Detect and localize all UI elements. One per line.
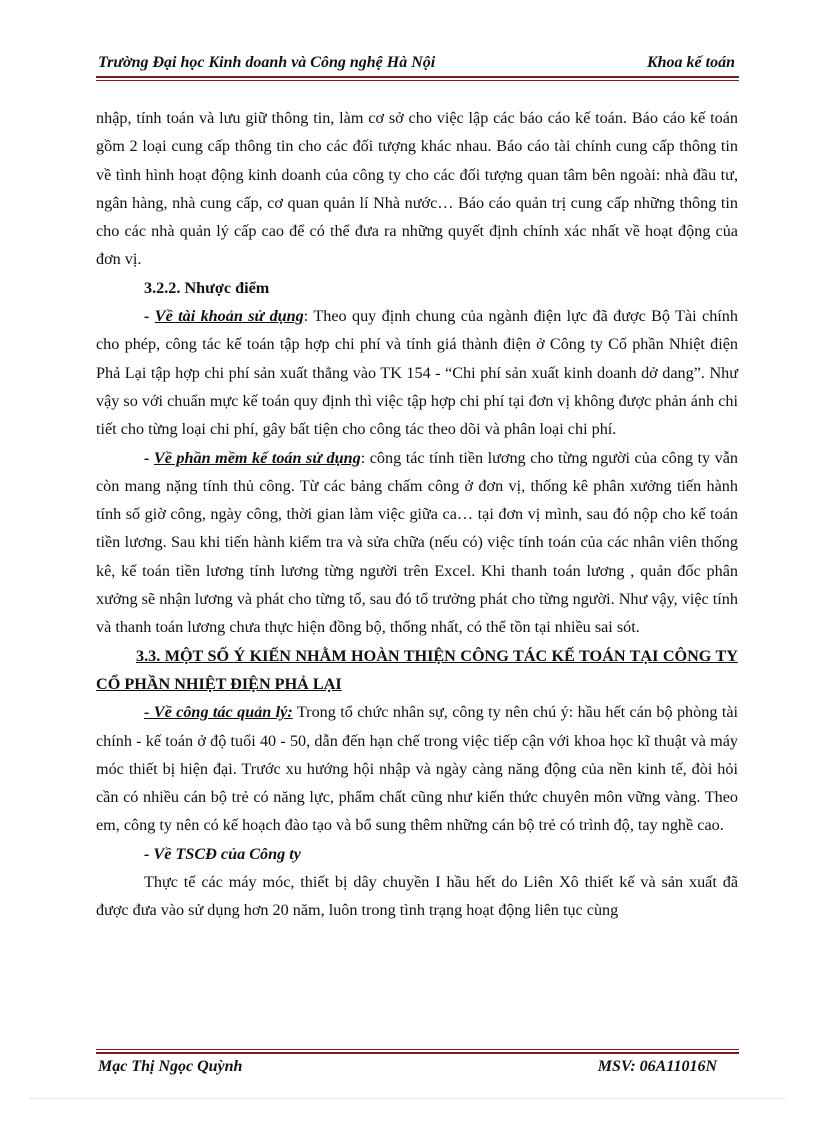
paragraph-accounts — [96, 302, 738, 443]
lead-software: Về phần mềm kế toán sử dụng — [153, 448, 361, 467]
lead-management: - Về công tác quản lý: — [144, 703, 293, 722]
header-rule-thin — [96, 80, 739, 81]
heading-3-2-2: 3.2.2. Nhược điểm — [144, 278, 270, 297]
footer-rule-thin — [96, 1049, 739, 1050]
paragraph-intro: nhập, tính toán và lưu giữ thông tin, làm cơ sở cho việc lập các báo cáo kế toán. Báo cáo kế toán gồm 2 loại cung cấp thông tin cho các đối tượng khác nhau. Báo cáo tài chính cung cấp thông tin về tình hình hoạt động kinh doanh của công ty cho các đối tượng quan tâm bên ngoài: nhà đầu tư, ngân hàng, nhà cung cấp, cơ quan quản lí Nhà nước… Báo cáo quản trị cung cấp những thông tin cho các nhà quản lý cấp cao để có thể đưa ra những quyết định chính xác nhất về hoạt động của đơn vị. — [96, 109, 738, 269]
lead-prefix: - — [144, 307, 155, 326]
paragraph-management — [96, 698, 738, 839]
header-department: Khoa kế toán — [646, 54, 735, 71]
lead-accounts: Về tài khoản sử dụng — [154, 307, 304, 326]
page-footer — [96, 1058, 739, 1080]
header-university: Trường Đại học Kinh doanh và Công nghệ Hà Nội — [98, 54, 436, 71]
text-management: Trong tổ chức nhân sự, công ty nên chú ý: hầu hết cán bộ phòng tài chính - kế toán ở độ tuổi 40 - 50, dẫn đến hạn chế trong việc tiếp cận với khoa học kĩ thuật và máy móc thiết bị hiện đại. Trước xu hướng hội nhập và ngày càng năng động của nền kinh tế, đòi hỏi cần có nhiều cán bộ trẻ có năng lực, phẩm chất cũng như kiến thức chuyên môn vững vàng. Theo em, công ty nên có kế hoạch đào tạo và bổ sung thêm những cán bộ trẻ có trình độ, tay nghề cao. — [96, 703, 739, 835]
header-rule-thick — [96, 76, 739, 78]
heading-tscd: - Về TSCĐ của Công ty — [144, 844, 301, 863]
heading-3-3: 3.3. MỘT SỐ Ý KIẾN NHẰM HOÀN THIỆN CÔNG TÁC KẾ TOÁN TẠI CÔNG TY CỔ PHẦN NHIỆT ĐIỆN PHẢ LẠI — [96, 646, 738, 693]
footer-student-id: MSV: 06A11016N — [597, 1058, 717, 1075]
document-body — [96, 104, 738, 925]
text-accounts: : Theo quy định chung của ngành điện lực đã được Bộ Tài chính cho phép, công tác kế toán tập hợp chi phí và tính giá thành điện ở Công ty Cổ phần Nhiệt điện Phả Lại tập hợp chi phí sản xuất thẳng vào TK 154 - “Chi phí sản xuất kinh doanh dở dang”. Như vậy so với chuẩn mực kế toán quy định thì việc tập hợp chi phí tại đơn vị không được phản ánh chi tiết cho từng loại chi phí, gây bất tiện cho công tác theo dõi và phân loại chi phí. — [96, 307, 738, 439]
lead-prefix: - — [144, 448, 154, 467]
footer-rule-thick — [96, 1052, 739, 1054]
page-header — [96, 54, 739, 76]
text-software: : công tác tính tiền lương cho từng người của công ty vẫn còn mang nặng tính thủ công. Từ các bảng chấm công ở đơn vị, thống kê phân xưởng tiến hành tính số giờ công, ngày công, thời gian làm việc giữa ca… tại đơn vị mình, sau đó nộp cho kế toán tiền lương. Sau khi tiến hành kiểm tra và sửa chữa (nếu có) việc tính toán của các nhân viên thống kê, kế toán tiền lương tính lương từng người trên Excel. Khi thanh toán lương , quản đốc phân xưởng sẽ nhận lương và phát cho từng tổ, sau đó tổ trưởng phát cho từng người. Như vậy, việc tính và thanh toán lương chưa thực hiện đồng bộ, thống nhất, có thể tồn tại nhiều sai sót. — [96, 448, 739, 637]
footer-author: Mạc Thị Ngọc Quỳnh — [98, 1058, 243, 1075]
page-edge-divider — [30, 1098, 786, 1099]
paragraph-software — [96, 444, 738, 642]
paragraph-tscd: Thực tế các máy móc, thiết bị dây chuyền I hầu hết do Liên Xô thiết kế và sản xuất đã được đưa vào sử dụng hơn 20 năm, luôn trong tình trạng hoạt động liên tục cùng — [96, 873, 738, 920]
